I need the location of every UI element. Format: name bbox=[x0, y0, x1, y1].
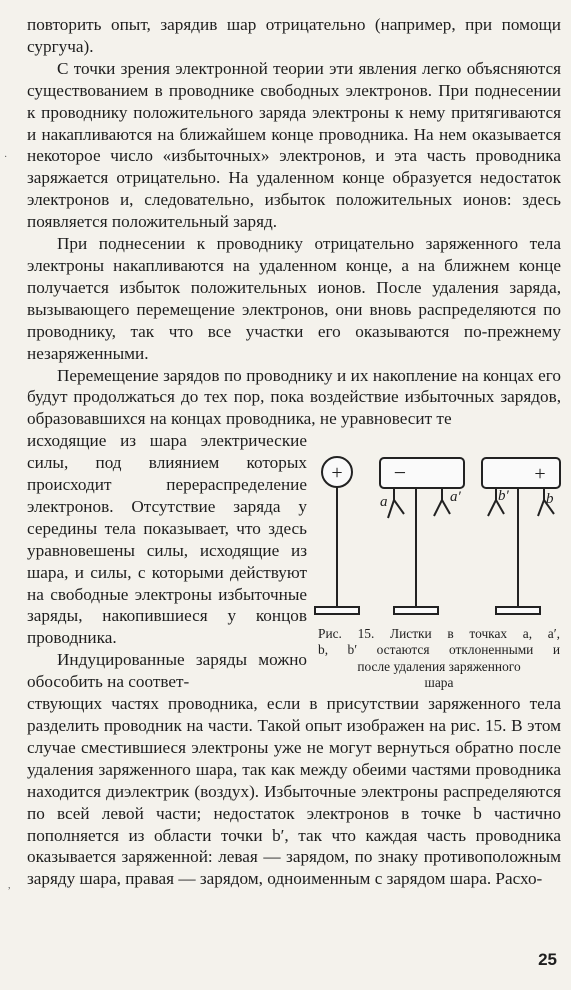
right-conductor bbox=[482, 458, 560, 488]
paragraph-3-full: Перемещение зарядов по проводнику и их накопление на концах его будут продолжаться до тех пор, пока воздействие избыточных зарядов, образовавшихся на концах проводника, не уравновесит те bbox=[27, 365, 561, 429]
minus-sign: − bbox=[393, 460, 407, 485]
plus-sign: + bbox=[534, 463, 546, 485]
label-a-prime: a′ bbox=[450, 489, 461, 505]
top-lines: повторить опыт, зарядив шар отрицательно (например, при помощи сургуча). bbox=[27, 15, 561, 56]
margin-dot: · bbox=[4, 152, 8, 163]
figure-15 bbox=[310, 448, 565, 693]
paragraph-4-full: ствующих частях проводника, если в присутствии заряженного тела разделить проводник на части. Такой опыт изображен на рис. 15. В этом случае сместившиеся электроны уже не могут вернуться обратно после удаления заряженного шара, так как между обеими частями проводника находится диэлектрик (воздух). Избыточные электроны распределяются по всей левой части; недостаток электронов в точке b частично пополняется из области точки b′, так что каждая часть проводника оказывается заряженной: левая — зарядом, по знаку противоположным заряду шара, правая — зарядом, одноименным с зарядом шара. Расхо- bbox=[27, 694, 561, 889]
label-b-prime: b′ bbox=[498, 488, 509, 504]
paragraph-2: При поднесении к проводнику отрицательно заряженного тела электроны накапливаются на удаленном конце, а на ближнем конце получается избыток положительных ионов. После удаления заряда, вызывающего перемещение электронов, они вновь распределяются по проводнику, так что все участки его оказываются по-прежнему незаряженными. bbox=[27, 234, 561, 363]
page-number: 25 bbox=[538, 950, 557, 969]
caption-line-2: b, b′ остаются отклоненными и bbox=[318, 642, 560, 658]
left-conductor bbox=[380, 458, 464, 488]
label-a: a bbox=[380, 494, 388, 510]
ball-sign: + bbox=[331, 462, 343, 484]
caption-line-1: Рис. 15. Листки в точках a, a′, bbox=[318, 626, 560, 641]
figure-caption bbox=[318, 626, 560, 692]
margin-comma: , bbox=[8, 880, 11, 891]
paragraph-3-wrap: исходящие из шара электрические силы, под влиянием которых происходит перераспределение электронов. Отсутствие заряда у середины тела показывает, что здесь уравновешены силы, исходящие из шара, и силы, с которыми действуют на свободные электроны избыточные заряды, накопившиеся у концов проводника. bbox=[27, 431, 307, 648]
figure-15-drawing bbox=[310, 448, 565, 623]
paragraph-1: С точки зрения электронной теории эти явления легко объясняются существованием в проводнике свободных электронов. При поднесении к проводнику положительного заряда электроны к нему притягиваются и накапливаются на ближайшем конце проводника. На нем оказывается некоторое число «избыточных» электронов, и эта часть проводника заряжается отрицательно. На удаленном конце образуется недостаток электронов и, следовательно, избыток положительных ионов: здесь появляется положительный заряд. bbox=[27, 58, 561, 232]
paragraph-4-wrap: Индуцированные заряды можно обособить на соответ- bbox=[27, 650, 307, 692]
caption-line-3: после удаления заряженного bbox=[357, 658, 521, 674]
label-b: b bbox=[546, 491, 554, 507]
caption-line-4: шара bbox=[424, 675, 454, 691]
